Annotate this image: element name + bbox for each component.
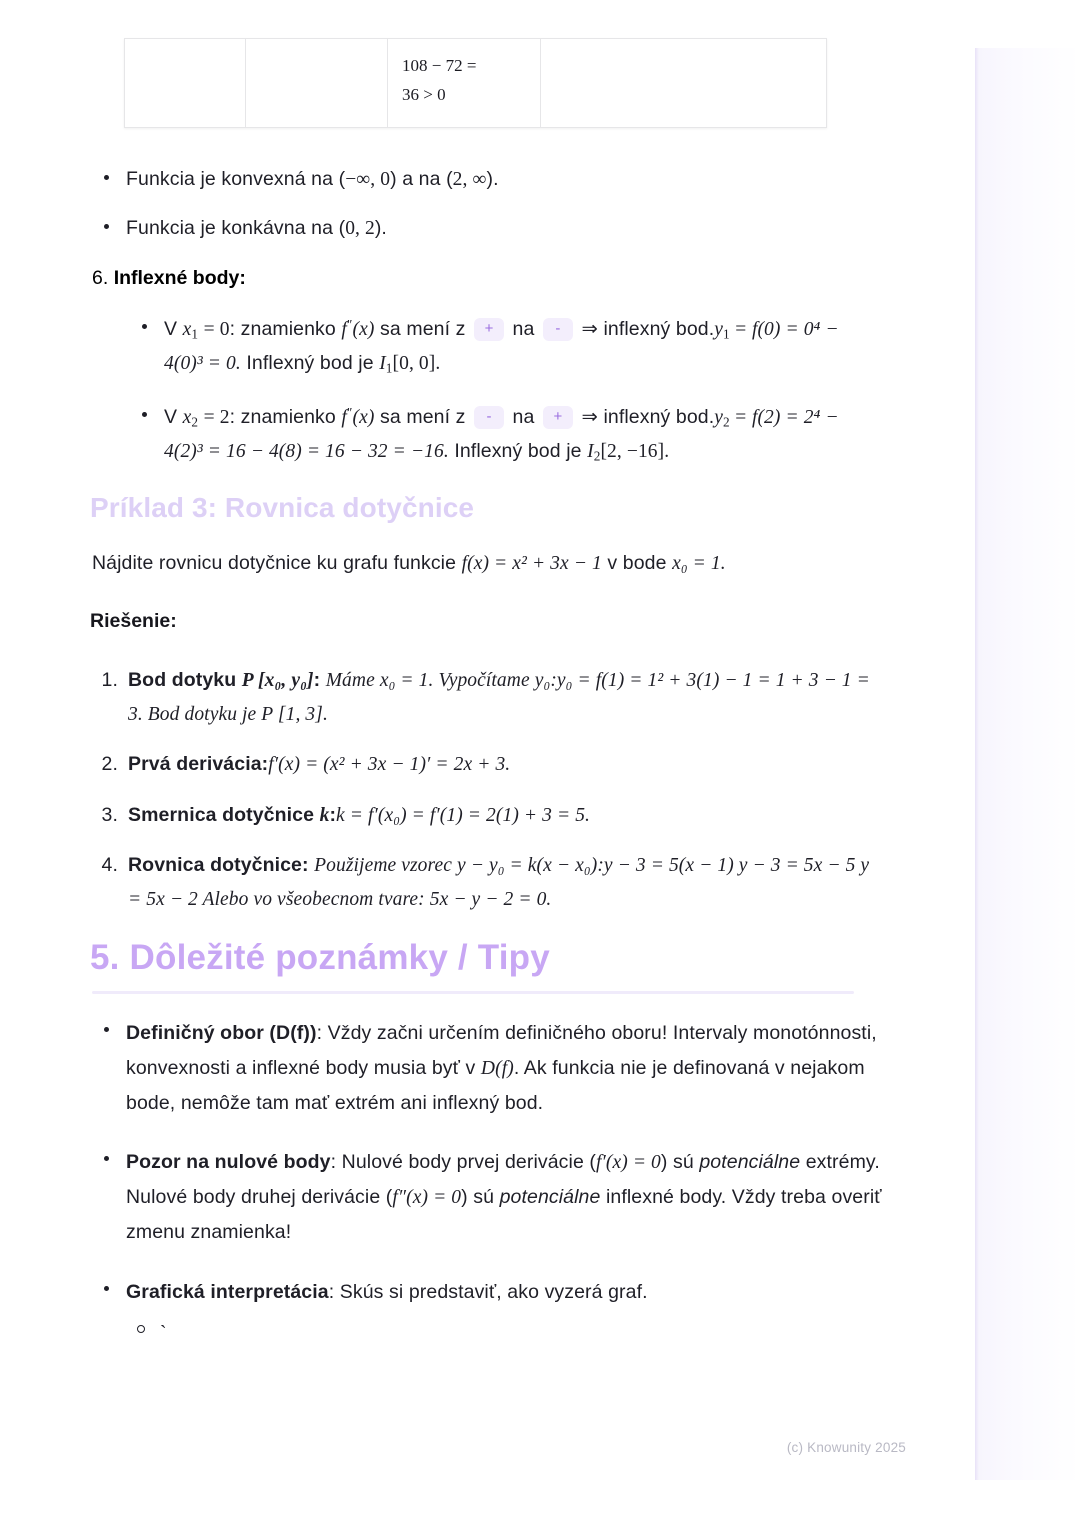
example3-intro-prefix: Nájdite rovnicu dotyčnice ku grafu funkcie (92, 552, 457, 574)
tip-2-bold: Grafická interpretácia (126, 1280, 329, 1303)
convexity-text-0-prefix: Funkcia je konvexná na ( (126, 168, 346, 190)
footer-watermark: (c) Knowunity 2025 (786, 1440, 906, 1455)
step-3-bold: Rovnica dotyčnice: (128, 854, 309, 877)
inflex-1-y-sub: 2 (723, 414, 730, 430)
inflex-0-point-label: I (379, 353, 386, 375)
inflex-0-var-sub: 1 (191, 326, 199, 342)
inflex-1-fn-prime: ″ (346, 405, 353, 421)
inflex-0-result: inflexný bod. (603, 318, 715, 341)
tips-section-heading: 5. Dôležité poznámky / Tipy (90, 938, 550, 977)
inflex-0-var-val: = 0 (203, 319, 230, 341)
table-cell-col1 (125, 39, 246, 128)
list-item (130, 313, 872, 381)
inflex-1-point-sub: 2 (593, 448, 601, 464)
convexity-text-0-suffix: ). (486, 168, 499, 190)
inflex-0-arrow-icon: ⇒ (581, 318, 598, 341)
tip-2-sep: : (328, 1280, 340, 1303)
inflection-step-heading (92, 263, 872, 293)
inflex-1-y: y (714, 407, 724, 429)
list-item (126, 1316, 882, 1351)
step-3-body-math: Použijeme vzorec y − y₀ = k(x − x₀):y − 3 = 5(x − 1) y − 3 = 5x − 5 y = 5x − 2 Alebo vo všeobecnom tvare: 5x − y − 2 = 0. (128, 855, 870, 910)
inflex-1-calc: f(2) = 2⁴ − 4(2)³ = 16 − 4(8) = 16 − 32 = −16. (164, 407, 839, 462)
inflex-1-fn: f (341, 407, 347, 429)
inflex-0-calc: f(0) = 0⁴ − 4(0)³ = 0. (164, 319, 839, 375)
step-number: 2. (101, 753, 118, 776)
inflex-0-na: na (512, 318, 535, 341)
inflex-1-eq: = (735, 407, 747, 429)
inflection-points-block (92, 263, 872, 489)
list-item (92, 799, 882, 833)
step-0-body: Máme x₀ = 1. Vypočítame y₀:y₀ = f(1) = 1² + 3(1) − 1 = 1 + 3 − 1 = 3. Bod dotyku je P [1, 3]. (128, 670, 870, 725)
tip-1-bold: Pozor na nulové body (126, 1151, 331, 1174)
example3-heading: Príklad 3: Rovnica dotyčnice (90, 492, 475, 523)
tip-1-italic-1: potenciálne (699, 1151, 801, 1174)
inflex-0-y: y (714, 319, 724, 341)
tip-1-body-5: inflexné body. Vždy treba overiť zmenu znamienka! (126, 1186, 882, 1244)
list-item (92, 664, 882, 731)
list-item (92, 1145, 882, 1250)
convexity-text-1-a: 0, 2 (345, 217, 375, 239)
inflex-0-fn-prime: ″ (346, 317, 353, 333)
tip-1-math-2: f″(x) = 0 (392, 1187, 462, 1209)
step-0-bold: Bod dotyku (128, 669, 237, 691)
tip-1-sep: : (330, 1151, 342, 1174)
list-item (92, 1016, 882, 1121)
inflex-0-point-coords: [0, 0]. (392, 353, 441, 375)
inflex-1-result: inflexný bod. (603, 406, 715, 429)
table-row (125, 39, 827, 128)
inflex-1-arrow-icon: ⇒ (581, 406, 598, 429)
tip-0-body-2: . Ak funkcia nie je definovaná v nejakom bode, nemôže tam mať extrém ani inflexný bod. (126, 1057, 865, 1115)
inflection-step-title: Inflexné body: (113, 267, 246, 289)
inflex-1-znamienko: : znamienko (229, 406, 336, 429)
step-2-bold-colon: : (329, 803, 337, 826)
convexity-list (92, 164, 862, 261)
tip-0-math-1: D(f) (480, 1058, 514, 1080)
tip-1-body-4: ) sú (461, 1186, 500, 1209)
step-number: 3. (101, 803, 118, 826)
tips-list (92, 1016, 882, 1375)
calculation-table-continued (124, 38, 826, 127)
inflex-0-znamienko: : znamienko (229, 318, 336, 341)
example3-intro-point: x₀ = 1. (672, 553, 726, 574)
list-item (130, 401, 872, 469)
inflex-1-fn-arg: (x) (352, 407, 375, 429)
list-item (92, 748, 882, 782)
step-1-body: f′(x) = (x² + 3x − 1)′ = 2x + 3. (268, 754, 511, 776)
solution-steps-list (92, 664, 882, 933)
list-item (92, 213, 862, 245)
tip-1-italic-2: potenciálne (499, 1186, 601, 1209)
inflex-0-lead: V (164, 318, 178, 341)
step-number: 1. (101, 669, 118, 691)
list-item (92, 1275, 882, 1351)
tip-2-sub-item-0: ` (160, 1322, 167, 1344)
inflex-0-tail: Inflexný bod je (246, 352, 374, 375)
sign-badge-plus: + (474, 318, 504, 341)
table-cell-col3-line2: 36 > 0 (402, 85, 446, 105)
sign-badge-minus: - (474, 406, 504, 429)
inflex-1-lead: V (164, 406, 178, 429)
inflex-1-na: na (512, 406, 535, 429)
tip-0-sep: : (316, 1022, 328, 1044)
inflex-0-y-sub: 1 (723, 326, 730, 342)
table-cell-col4 (541, 39, 827, 128)
inflex-0-fn-arg: (x) (352, 319, 375, 341)
step-number: 4. (101, 854, 118, 877)
example3-intro-function: f(x) = x² + 3x − 1 (461, 553, 602, 574)
table-cell-col2 (246, 39, 388, 128)
inflex-1-point-label: I (587, 440, 594, 462)
convexity-text-1-suffix: ). (374, 216, 387, 239)
tip-1-body-1: Nulové body prvej derivácie ( (341, 1151, 597, 1174)
example3-problem-statement (92, 548, 882, 580)
tip-1-math-1: f′(x) = 0 (596, 1152, 661, 1174)
inflection-step-number: 6. (92, 267, 109, 289)
table-cell-col3 (388, 39, 541, 128)
inflex-0-eq: = (735, 319, 747, 341)
inflex-0-var: x (182, 319, 192, 341)
tip-1-body-2: ) sú (660, 1151, 700, 1174)
tip-2-sub-list (126, 1316, 882, 1351)
step-2-bold-math: k (319, 804, 330, 826)
solution-label: Riešenie: (90, 610, 177, 632)
inflex-1-sameni: sa mení z (380, 406, 466, 429)
section-divider (92, 991, 854, 994)
inflex-1-var-sub: 2 (191, 414, 199, 430)
list-item (92, 164, 862, 196)
tip-0-body-1: Vždy začni určením definičného oboru! Intervaly monotónnosti, konvexnosti a inflexné body musia byť v (126, 1022, 877, 1080)
step-2-body: k = f′(x₀) = f′(1) = 2(1) + 3 = 5. (336, 804, 591, 826)
sign-badge-plus: + (543, 406, 573, 429)
inflex-1-point-coords: [2, −16]. (600, 440, 670, 462)
inflex-1-tail: Inflexný bod je (454, 439, 582, 462)
step-0-bold-math: P [x₀, y₀] (241, 670, 314, 691)
sign-badge-minus: - (543, 318, 573, 341)
step-0-bold-colon: : (313, 669, 321, 691)
convexity-text-1-prefix: Funkcia je konkávna na ( (126, 216, 346, 239)
inflex-0-fn: f (341, 319, 347, 341)
list-item (92, 849, 882, 916)
tip-1-body-3: extrémy. Nulové body druhej derivácie ( (126, 1151, 880, 1209)
step-1-bold: Prvá derivácia: (128, 753, 269, 776)
tip-2-body-1: Skús si predstaviť, ako vyzerá graf. (339, 1280, 648, 1303)
page-right-margin-band (975, 48, 1080, 1480)
table-cell-col3-line1: 108 − 72 = (402, 56, 477, 75)
convexity-text-0-a: −∞, 0 (345, 169, 391, 190)
inflection-list (92, 313, 872, 469)
tip-0-bold: Definičný obor (D(f)) (126, 1022, 317, 1044)
inflex-1-var-val: = 2 (203, 407, 230, 429)
inflex-0-point-sub: 1 (385, 360, 393, 376)
inflex-1-var: x (182, 407, 192, 429)
convexity-text-0-b: 2, ∞ (452, 169, 487, 190)
inflex-0-sameni: sa mení z (380, 318, 466, 341)
calc-table (124, 38, 827, 128)
convexity-text-0-mid: ) a na ( (390, 168, 453, 190)
step-2-bold: Smernica dotyčnice (128, 803, 315, 826)
example3-intro-mid: v bode (607, 552, 667, 574)
